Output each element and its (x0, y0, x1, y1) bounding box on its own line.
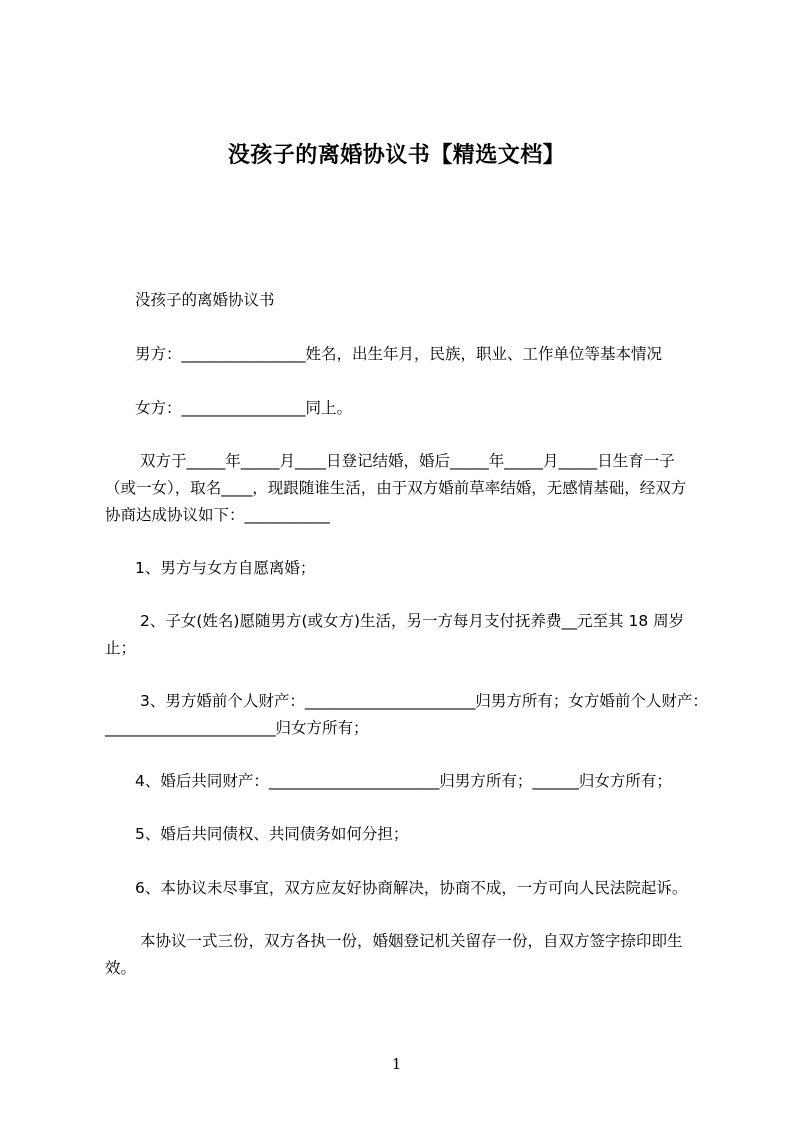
document-title: 没孩子的离婚协议书【精选文档】 (227, 143, 566, 168)
clause-2-line-2: 止； (105, 639, 137, 657)
female-party-line: 女方：________________同上。 (135, 399, 353, 417)
clause-2-line-1: 2、子女(姓名)愿随男方(或女方)生活，另一方每月支付抚养费__元至其 18 周岁 (140, 612, 685, 630)
clause-1: 1、男方与女方自愿离婚； (135, 559, 316, 577)
marriage-paragraph-line-2: （或一女），取名____，现跟随谁生活，由于双方婚前草率结婚，无感情基础，经双方 (105, 479, 687, 497)
marriage-paragraph-line-1: 双方于_____年_____月____日登记结婚，婚后_____年_____月_____日生育一子 (140, 452, 675, 470)
clause-5: 5、婚后共同债权、共同债务如何分担； (135, 825, 409, 843)
page-number: 1 (391, 1055, 402, 1073)
marriage-paragraph-line-3: 协商达成协议如下：___________ (105, 506, 330, 524)
document-subtitle: 没孩子的离婚协议书 (135, 291, 275, 309)
clause-6: 6、本协议未尽事宜，双方应友好协商解决，协商不成，一方可向人民法院起诉。 (135, 879, 688, 897)
male-party-line: 男方：________________姓名，出生年月，民族，职业、工作单位等基本情况 (135, 345, 663, 363)
closing-line-1: 本协议一式三份，双方各执一份，婚姻登记机关留存一份，自双方签字捺印即生 (140, 932, 683, 950)
clause-4: 4、婚后共同财产：______________________归男方所有；______归女方所有； (135, 772, 672, 790)
clause-3-line-2: ______________________归女方所有； (105, 719, 369, 737)
clause-3-line-1: 3、男方婚前个人财产：______________________归男方所有；女方婚前个人财产： (140, 692, 708, 710)
closing-line-2: 效。 (105, 959, 137, 977)
